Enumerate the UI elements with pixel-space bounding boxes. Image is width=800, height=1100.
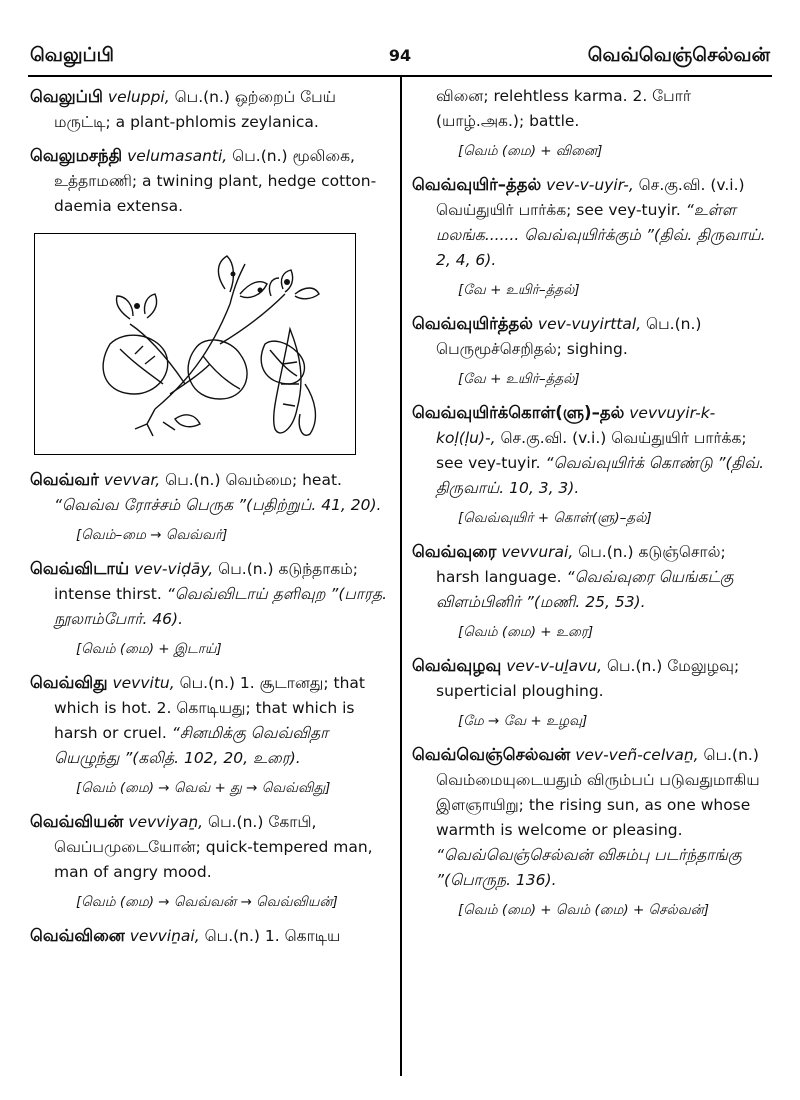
right-column: [412, 84, 770, 931]
citation: “சினமிக்கு வெவ்விதா யெழுந்து ”(கலித். 102, 20, உரை).: [54, 724, 329, 767]
definition: செ.கு.வி. (v.i.) வெய்துயிர் பார்க்க; see vey-tuyir.: [436, 176, 745, 219]
transliteration: velumasanti,: [127, 147, 228, 165]
entry: [412, 539, 770, 615]
entry: [30, 923, 390, 949]
header-right-guideword: வெவ்வெஞ்செல்வன்: [587, 44, 770, 66]
transliteration: vevvar,: [103, 471, 161, 489]
definition: பெ.(n.) மேலுழவு; superticial ploughing.: [436, 657, 740, 700]
headword: வெவ்வெஞ்செல்வன்: [412, 745, 571, 764]
definition: பெ.(n.) 1. கொடிய: [199, 927, 341, 945]
definition: பெ.(n.) மூலிகை, உத்தாமணி; a twining plant, hedge cotton-daemia extensa.: [54, 147, 377, 215]
definition: பெ.(n.) கடுந்தாகம்; intense thirst.: [54, 560, 358, 603]
transliteration: vev-vuyirttal,: [537, 315, 642, 333]
entry: [412, 400, 770, 501]
transliteration: vev-veñ-celvaṉ,: [575, 746, 699, 764]
entry: [30, 467, 390, 518]
headword: வெவ்வுயிர்–த்தல்: [412, 175, 542, 194]
definition: செ.கு.வி. (v.i.) வெய்துயிர் பார்க்க; see vey-tuyir.: [436, 429, 747, 472]
entry: [30, 670, 390, 771]
headword: வெவ்விது: [30, 673, 108, 692]
definition: வினை; relehtless karma. 2. போர் (யாழ்.அக.); battle.: [436, 87, 691, 130]
transliteration: vev-v-uyir-,: [546, 176, 634, 194]
etymology: [வெம் (மை) + இடாய்]: [76, 641, 222, 657]
plant-illustration: [34, 233, 356, 455]
transliteration: vev-v-uḻavu,: [506, 657, 603, 675]
etymology: [வே + உயிர்–த்தல்]: [458, 282, 580, 298]
definition: பெ.(n.) கடுஞ்சொல்; harsh language.: [436, 543, 726, 586]
transliteration: veluppi,: [107, 88, 170, 106]
headword: வெவ்வர்: [30, 470, 99, 489]
citation: “வெவ்வ ரோச்சம் பெருக ”(பதிற்றுப். 41, 20).: [54, 496, 382, 514]
header-left-guideword: வெலுப்பி: [30, 44, 115, 66]
entry: [412, 653, 770, 704]
transliteration: vevvurai,: [501, 543, 574, 561]
definition: பெ.(n.) வெம்மையுடையதும் விரும்பப் படுவதுமாகிய இளஞாயிறு; the rising sun, as one whose warmth is welcome or pleasing.: [436, 746, 760, 839]
entry: [30, 84, 390, 135]
transliteration: vevvitu,: [112, 674, 175, 692]
column-divider: [400, 76, 402, 1076]
definition: பெ.(n.) வெம்மை; heat.: [160, 471, 342, 489]
headword: வெவ்வுழவு: [412, 656, 502, 675]
transliteration: vevviyaṉ,: [128, 813, 204, 831]
citation: “வெவ்வுரை யெங்கட்கு விளம்பினிர் ”(மணி. 25, 53).: [436, 568, 734, 611]
headword: வெலுப்பி: [30, 87, 103, 106]
etymology: [வெவ்வுயிர் + கொள்(ளு)–தல்]: [458, 510, 652, 526]
left-column: [30, 84, 390, 949]
headword: வெலுமசந்தி: [30, 146, 123, 165]
headword: வெவ்வுயிர்த்தல்: [412, 314, 533, 333]
entry: [412, 311, 770, 362]
headword: வெவ்வினை: [30, 926, 125, 945]
headword: வெவ்வுயிர்க்கொள்(ளு)–தல்: [412, 403, 625, 422]
entry: [30, 556, 390, 632]
citation: “உள்ள மலங்க....... வெவ்வுயிர்க்கும் ”(திவ். திருவாய். 2, 4, 6).: [436, 201, 766, 269]
etymology: [வெம் (மை) → வெவ் + து → வெவ்விது]: [76, 780, 331, 796]
citation: “வெவ்வுயிர்க் கொண்டு ”(திவ். திருவாய். 10, 3, 3).: [436, 454, 765, 497]
definition: பெ.(n.) பெருமூச்செறிதல்; sighing.: [436, 315, 702, 358]
citation: “வெவ்விடாய் தளிவுற ”(பாரத. நூலாம்போர். 46).: [54, 585, 388, 628]
etymology: [மே → வே + உழவு]: [458, 713, 588, 729]
entry-continuation: [412, 84, 770, 134]
page-header: [30, 44, 770, 72]
transliteration: vevviṉai,: [129, 927, 200, 945]
entry: [412, 172, 770, 273]
entry: [30, 809, 390, 885]
transliteration: vevvuyir-k-koḷ(ḷu)-,: [436, 404, 716, 447]
transliteration: vev-viḍāy,: [134, 560, 214, 578]
etymology: [வெம் (மை) + உரை]: [458, 624, 594, 640]
etymology: [வெம் (மை) → வெவ்வன் → வெவ்வியன்]: [76, 894, 338, 910]
headword: வெவ்விடாய்: [30, 559, 130, 578]
entry: [30, 143, 390, 219]
definition: பெ.(n.) 1. சூடானது; that which is hot. 2. கொடியது; that which is harsh or cruel.: [54, 674, 365, 742]
citation: “வெவ்வெஞ்செல்வன் விசும்பு படர்ந்தாங்கு ”(பொருந. 136).: [436, 846, 742, 889]
page-number: 94: [388, 46, 412, 65]
headword: வெவ்வுரை: [412, 542, 497, 561]
etymology: [வெம் (மை) + வினை]: [458, 143, 603, 159]
definition: பெ.(n.) ஒற்றைப் பேய் மருட்டி; a plant-phlomis zeylanica.: [54, 88, 336, 131]
etymology: [வெம்–மை → வெவ்வர்]: [76, 527, 228, 543]
definition: பெ.(n.) கோபி, வெப்பமுடையோன்; quick-tempered man, man of angry mood.: [54, 813, 373, 881]
plant-drawing-icon: [35, 234, 355, 454]
etymology: [வே + உயிர்–த்தல்]: [458, 371, 580, 387]
etymology: [வெம் (மை) + வெம் (மை) + செல்வன்]: [458, 902, 710, 918]
entry: [412, 742, 770, 893]
headword: வெவ்வியன்: [30, 812, 124, 831]
